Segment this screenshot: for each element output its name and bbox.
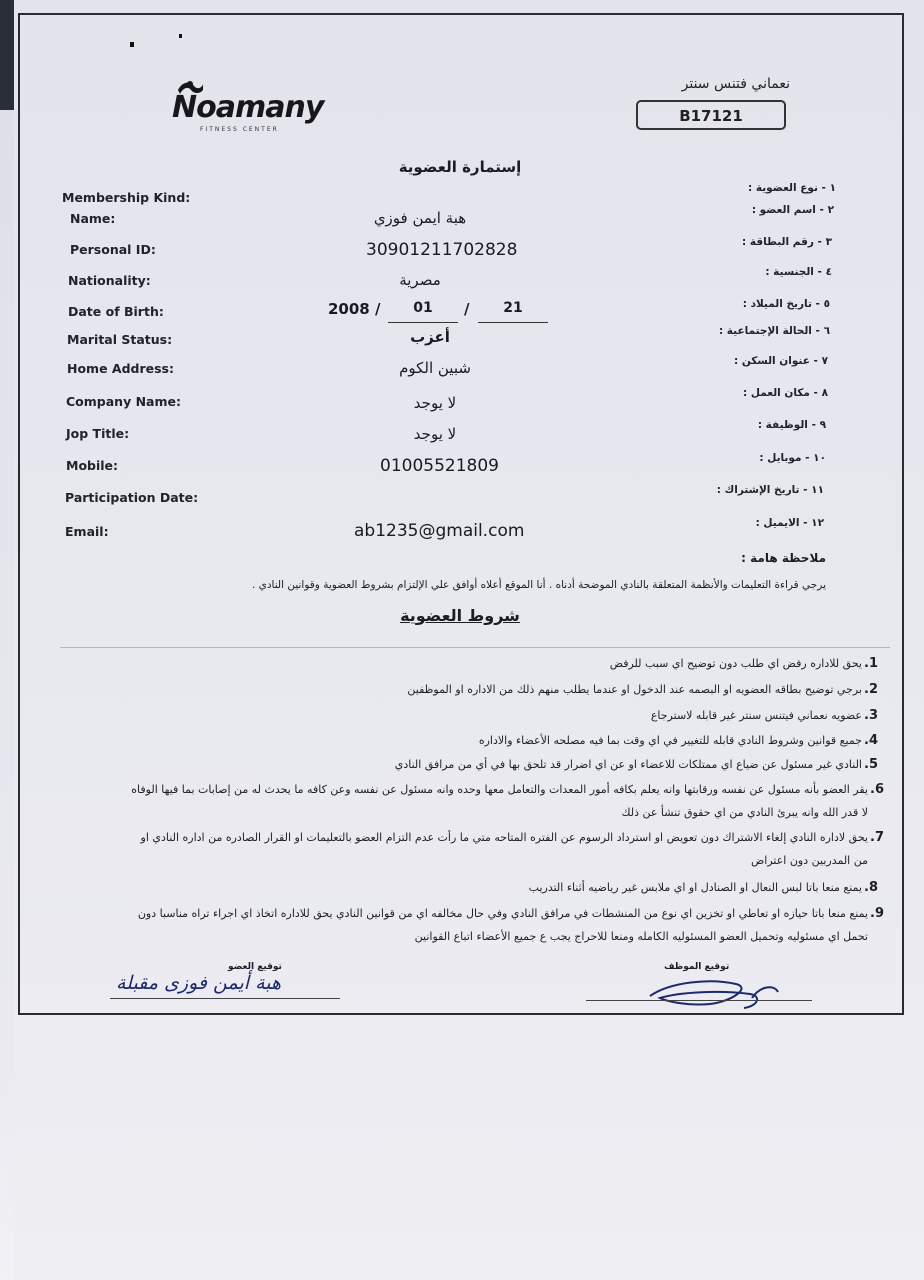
label-name-ar: ٢ - اسم العضو :: [751, 204, 834, 216]
label-nationality-ar: ٤ - الجنسية :: [765, 266, 832, 278]
label-date-of-birth: Date of Birth:: [68, 304, 164, 319]
member-code-box: B17121: [636, 100, 786, 130]
label-job-title: Jop Title:: [66, 426, 130, 441]
term-item: [479, 733, 878, 748]
label-home-address: Home Address:: [67, 361, 174, 376]
terms-title: شروط العضوية: [400, 606, 520, 625]
label-marital-status: Marital Status:: [67, 332, 173, 347]
form-title: إستمارة العضوية: [398, 158, 522, 176]
label-nationality: Nationality:: [68, 273, 151, 288]
label-membership-kind: Membership Kind:: [62, 190, 191, 205]
term-item: [529, 880, 878, 895]
background-edge: [0, 0, 14, 110]
dob-month: 01: [388, 300, 458, 323]
label-home-address-ar: ٧ - عنوان السكن :: [734, 355, 828, 367]
value-company-name: لا يوجد: [413, 394, 457, 412]
term-number: 7.: [870, 830, 884, 845]
label-email-ar: ١٢ - الايميل :: [755, 517, 824, 529]
term-text: يحق لاداره النادي إلغاء الاشتراك دون تعويض او استرداد الرسوم عن الفتره المتاحه متي ما رأت عدم التزام العضو بالتعليمات او القرار الصادره من اداره النادي او: [140, 831, 868, 844]
club-logo: [172, 82, 324, 138]
label-job-title-ar: ٩ - الوظيفة :: [757, 419, 826, 431]
divider: [60, 647, 890, 648]
term-number: 2.: [864, 682, 878, 697]
value-job-title: لا يوجد: [413, 425, 457, 443]
label-personal-id: Personal ID:: [70, 242, 156, 257]
label-membership-kind-ar: ١ - نوع العضوية :: [747, 182, 836, 194]
value-mobile: 01005521809: [380, 456, 499, 476]
term-text-continued: لا قدر الله وانه يبرئ النادي من اي حقوق تنشأ عن ذلك: [621, 806, 868, 819]
term-item: [610, 656, 878, 671]
value-name: هبة ايمن فوزي: [373, 209, 467, 227]
term-text: برجي توضيح بطاقه العضويه او البصمه عند الدخول او عندما يطلب منهم ذلك من الاداره او الموظفين: [407, 683, 862, 696]
term-number: 8.: [864, 880, 878, 895]
staff-signature-line: [586, 1000, 812, 1001]
center-name: نعماني فتنس سنتر: [681, 76, 790, 92]
term-number: 3.: [864, 708, 878, 723]
term-text-continued: تحمل اي مسئوليه وتحميل العضو المسئوليه الكامله ومنعا للاحراج يجب ع جميع الأعضاء اتباع القوانين: [414, 930, 868, 943]
term-text: يحق للاداره رفض اي طلب دون توضيح اي سبب للرفض: [609, 657, 862, 670]
value-email: ab1235@gmail.com: [354, 521, 525, 541]
dob-year: 2008 /: [328, 300, 381, 318]
staff-signature-scribble: [640, 972, 790, 1018]
label-company-name: Company Name:: [66, 394, 181, 409]
member-signature-label: توقيع العضو: [228, 962, 282, 972]
term-number: 9.: [870, 906, 884, 921]
term-text-continued: من المدربين دون اعتراض: [750, 854, 868, 867]
label-marital-status-ar: ٦ - الحالة الإجتماعية :: [718, 325, 830, 337]
term-number: 5.: [864, 757, 878, 772]
term-item: [395, 757, 878, 772]
term-text: يمنع منعا باتا لبس النعال او الصنادل او اي ملابس غير رياضيه أثناء التدريب: [528, 881, 862, 894]
term-text: جميع قوانين وشروط النادي قابله للتغيير في اي وقت بما فيه مصلحه الأعضاء والاداره: [478, 734, 862, 747]
label-mobile-ar: ١٠ - موبايل :: [759, 452, 826, 464]
term-number: 4.: [864, 733, 878, 748]
value-personal-id: 30901211702828: [366, 240, 518, 260]
value-marital-status: أعزب: [410, 328, 450, 346]
logo-subtitle: FITNESS CENTER: [200, 126, 279, 133]
ink-dot: [179, 34, 182, 38]
term-text: النادي غير مسئول عن ضياع اي ممتلكات للاعضاء او عن اي اضرار قد تلحق بها في أي من مرافق النادي: [394, 758, 862, 771]
term-text: يقر العضو بأنه مسئول عن نفسه ورقابتها وانه يعلم بكافه أمور المعدات والتعامل معها وحده وانه مسئول عن نفسه وعن كافه ما يحدث له من إصابات بما فيها الوفاه: [131, 783, 868, 796]
label-personal-id-ar: ٣ - رقم البطاقة :: [742, 236, 832, 248]
note-text: يرجي قراءة التعليمات والأنظمة المتعلقة بالنادي الموضحة أدناه . أنا الموقع أعلاه أوافق علي الإلتزام بشروط العضوية وقوانين النادي .: [251, 579, 826, 591]
term-text: يمنع منعا باتا حيازه او تعاطي او تخزين اي نوع من المنشطات في مرافق النادي وفي حال مخالفه اي من قوانين النادي يحق للاداره اتخاذ اي اجراء تراه مناسبا دون: [137, 907, 868, 920]
term-text: عضويه نعماني فيتنس سنتر غير قابله لاسترجاع: [650, 709, 862, 722]
term-item: [141, 830, 884, 867]
member-signature-line: [110, 998, 340, 999]
staff-signature-label: توقيع الموظف: [664, 962, 730, 972]
term-number: 6.: [870, 782, 884, 797]
dob-day: 21: [478, 300, 548, 323]
ink-dot: [130, 42, 134, 47]
label-date-of-birth-ar: ٥ - تاريخ الميلاد :: [742, 298, 830, 310]
label-participation-date-ar: ١١ - تاريخ الإشتراك :: [716, 484, 824, 496]
term-item: [407, 682, 878, 697]
value-nationality: مصرية: [399, 271, 441, 289]
label-mobile: Mobile:: [66, 458, 119, 473]
label-company-name-ar: ٨ - مكان العمل :: [743, 387, 828, 399]
term-item: [138, 906, 884, 943]
term-number: 1.: [864, 656, 878, 671]
member-signature: هبة أيمن فوزى مقبلة: [116, 972, 282, 994]
note-title: ملاحظة هامة :: [741, 551, 826, 565]
dob-separator: /: [464, 300, 470, 318]
term-item: [131, 782, 884, 819]
value-home-address: شبين الكوم: [399, 359, 471, 377]
label-name: Name:: [70, 211, 116, 226]
term-item: [651, 708, 878, 723]
label-email: Email:: [65, 524, 109, 539]
logo-wordmark: Noamany: [172, 90, 324, 125]
label-participation-date: Participation Date:: [65, 490, 199, 505]
